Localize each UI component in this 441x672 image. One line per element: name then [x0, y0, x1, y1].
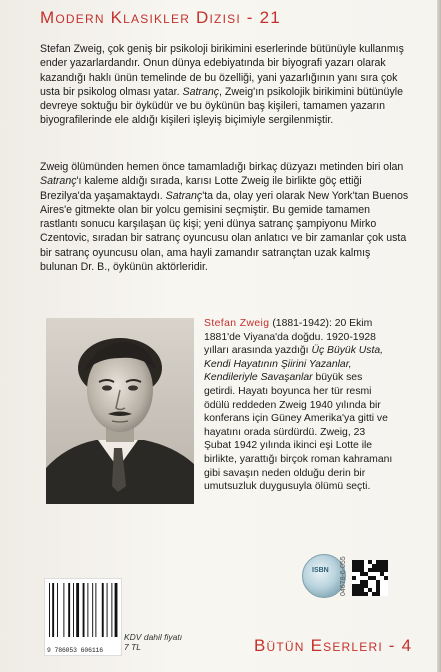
author-years: (1881-1942): [269, 318, 332, 329]
qr-module [372, 568, 376, 572]
qr-module [372, 564, 376, 568]
qr-module [352, 584, 356, 588]
price-label [124, 632, 182, 652]
page-edge [437, 0, 441, 672]
qr-module [356, 588, 360, 592]
barcode-bar [76, 583, 79, 637]
barcode-bar [83, 583, 85, 637]
qr-module [376, 560, 380, 564]
description-text: Stefan Zweig, çok geniş bir psikoloji birikimini eserlerinde bütünüyle kullanmış ender yazarlardandır. Onun dünya edebiyatında bir biyografi yazarı olarak kazandığı haklı ünün temelinde de bu özelliği, yani yazarlığının yanı sıra çok usta bir psikolog olması yatar. [40, 43, 404, 98]
barcode-icon [45, 579, 121, 645]
collection-title: Bütün Eserleri - 4 [254, 636, 413, 655]
qr-module [372, 592, 376, 596]
book-title-italic: Satranç [40, 175, 77, 188]
qr-module [360, 572, 364, 576]
barcode-bar [102, 583, 104, 637]
qr-module [360, 564, 364, 568]
book-title-italic: Satranç [182, 85, 220, 98]
qr-code-icon [352, 560, 388, 596]
description-text: 'ı kaleme aldığı sırada, karısı Lotte Zweig ile birlikte göç ettiği Brezilya'da yaşamaktaydı. [40, 175, 362, 202]
qr-module [368, 568, 372, 572]
price-vat-note: KDV dahil fiyatı [124, 632, 183, 642]
author-name: Stefan Zweig [204, 318, 270, 329]
barcode-bar [49, 583, 50, 637]
description-text: 'ta da, olay yeri olarak New York'tan Buenos Aires'e gitmekte olan bir yolcu gemisini seçmiştir. Bu gemide tamamen rastlantı sonucu karşılaşan üç kişi; yeni dünya satranç şampiyonu Mirko Czentovic, sıradan bir satranç oyuncusu olan anlatıcı ve bir zamanlar çok usta bir satranç oyuncusu olan, ama hayli zamandır satrançtan uzak kalmış bulunan Dr. B., öykünün aktörleridir. [40, 189, 409, 274]
barcode-bar [73, 583, 74, 637]
qr-module [364, 572, 368, 576]
author-bio [204, 317, 394, 494]
barcode-bar [95, 583, 96, 637]
book-title-italic: Satranç [165, 189, 203, 202]
barcode-bar [68, 583, 70, 637]
qr-module [360, 588, 364, 592]
bio-text: büyük ses getirdi. Hayatı boyunca her tür resmi ödülü reddeden Zweig 1940 yılında bir konferans için Güney Amerika'ya gitti ve hayatını orada sürdürdü. Zweig, 23 Şubat 1942 yılında ikinci eşi Lotte ile birlikte, yarattığı birçok roman kahramanı gibi savaşın neden olduğu derin bir umutsuzluk duygusuyla ölümü seçti. [204, 372, 393, 493]
qr-module [352, 592, 356, 596]
author-photo [46, 318, 194, 504]
description-text: , Zweig'ın psikolojik birikimini bütünüyle devreye soktuğu bir öyküdür ve bu öykünün baş kişileri, tamamen yazarın biyografilerinde ele aldığı kişileri işleyiş biçimiyle sergilenmiştir. [40, 85, 403, 127]
barcode-bar [107, 583, 108, 637]
qr-module [384, 560, 388, 564]
qr-module [356, 568, 360, 572]
qr-module [356, 592, 360, 596]
description-text: Zweig ölümünden hemen önce tamamladığı birkaç düzyazı metinden biri olan [40, 161, 404, 173]
series-title: Modern Klasikler Dizisi - 21 [40, 8, 281, 27]
qr-module [360, 560, 364, 564]
qr-module [356, 584, 360, 588]
qr-module [368, 588, 372, 592]
barcode-bar [111, 583, 112, 637]
qr-module [356, 564, 360, 568]
qr-module [352, 576, 356, 580]
barcode-bar [57, 583, 58, 637]
isbn-barcode [44, 578, 122, 656]
qr-module [384, 576, 388, 580]
qr-module [364, 580, 368, 584]
qr-module [376, 568, 380, 572]
qr-module [372, 576, 376, 580]
qr-module [360, 580, 364, 584]
qr-module [384, 564, 388, 568]
description-paragraph-1 [40, 42, 410, 128]
qr-serial: 04678-6-055 [340, 556, 347, 596]
qr-module [384, 568, 388, 572]
qr-module [380, 560, 384, 564]
qr-module [360, 592, 364, 596]
qr-module [352, 560, 356, 564]
works-italic: Üç Büyük Usta, Kendi Hayatının Şiirini Yazanlar, Kendileriyle Savaşanlar [204, 345, 384, 384]
isbn-number: 9 786053 606116 [47, 647, 104, 654]
price-value: 7 TL [124, 642, 142, 652]
qr-module [360, 584, 364, 588]
barcode-bar [115, 583, 118, 637]
qr-module [364, 592, 368, 596]
barcode-bar [52, 583, 54, 637]
bio-text: 20 Ekim 1881'de Viyana'da doğdu. 1920-1928 yılları arasında yazdığı [204, 318, 376, 357]
qr-module [376, 584, 380, 588]
barcode-bar [87, 583, 88, 637]
qr-module [376, 588, 380, 592]
qr-module [376, 592, 380, 596]
qr-module [352, 564, 356, 568]
qr-module [376, 564, 380, 568]
qr-module [368, 560, 372, 564]
qr-module [376, 580, 380, 584]
qr-module [380, 572, 384, 576]
barcode-bar [63, 583, 64, 637]
qr-code [352, 560, 388, 596]
qr-module [352, 568, 356, 572]
qr-module [368, 576, 372, 580]
qr-module [380, 564, 384, 568]
description-paragraph-2 [40, 160, 410, 274]
qr-module [352, 588, 356, 592]
qr-module [356, 560, 360, 564]
qr-module [360, 568, 364, 572]
barcode-bar [92, 583, 93, 637]
hologram-label: ISBN [312, 567, 329, 574]
qr-module [380, 568, 384, 572]
qr-module [364, 584, 368, 588]
